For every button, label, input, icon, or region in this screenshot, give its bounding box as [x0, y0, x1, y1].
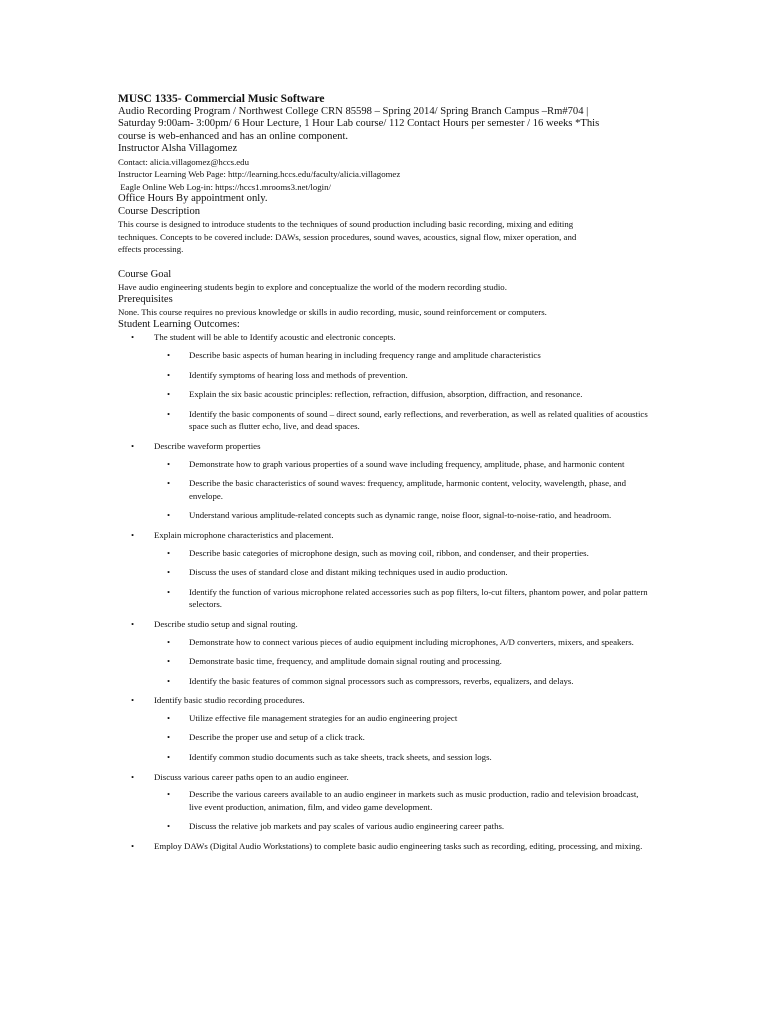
- outcome-text: Describe waveform properties: [154, 440, 261, 451]
- bullet-icon: •: [167, 350, 171, 360]
- outcome-text: Identify basic studio recording procedures.: [154, 695, 305, 706]
- outcomes-list: [118, 331, 653, 852]
- sub-outcome-text: Describe the basic characteristics of sound waves: frequency, amplitude, harmonic content, velocity, wavelength, phase, and envelope.: [189, 478, 627, 501]
- bullet-icon: •: [167, 821, 171, 832]
- sub-outcome-list: [154, 788, 653, 833]
- sub-outcome-text: Describe the proper use and setup of a click track.: [189, 732, 365, 743]
- outcomes-heading: Student Learning Outcomes:: [118, 319, 240, 330]
- bullet-icon: •: [167, 408, 171, 419]
- bullet-icon: •: [167, 567, 171, 578]
- sub-outcome-item: [154, 566, 653, 579]
- sub-outcome-text: Understand various amplitude-related concepts such as dynamic range, noise floor, signal-to-noise-ratio, and headroom.: [189, 510, 612, 521]
- bullet-icon: •: [131, 841, 135, 852]
- bullet-icon: •: [167, 478, 171, 489]
- outcome-item: [118, 840, 653, 853]
- sub-outcome-list: [154, 547, 653, 611]
- sub-outcome-text: Discuss the uses of standard close and distant miking techniques used in audio production.: [189, 567, 508, 578]
- bullet-icon: •: [131, 440, 135, 451]
- sub-outcome-text: Demonstrate how to graph various properties of a sound wave including frequency, amplitude, phase, and harmonic content: [189, 458, 625, 469]
- sub-outcome-text: Identify common studio documents such as take sheets, track sheets, and session logs.: [189, 752, 492, 763]
- sub-outcome-text: Identify the basic components of sound – direct sound, early reflections, and reverberation, as well as related qualities of acoustics space such as flutter echo, live, and dead spaces.: [189, 408, 648, 432]
- office-hours: Office Hours By appointment only.: [118, 193, 268, 205]
- outcome-text: Discuss various career paths open to an audio engineer.: [154, 771, 349, 782]
- sub-outcome-text: Describe the various careers available to an audio engineer in markets such as music production, radio and television broadcast, live event production, animation, film, and video game development.: [189, 789, 639, 812]
- bullet-icon: •: [167, 458, 171, 469]
- syllabus-page: [118, 93, 653, 858]
- bullet-icon: •: [167, 675, 171, 686]
- bullet-icon: •: [167, 510, 171, 521]
- sub-outcome-item: [154, 547, 653, 560]
- outcome-text: The student will be able to Identify acoustic and electronic concepts.: [154, 332, 396, 343]
- contact-email: Contact: alicia.villagomez@hccs.edu: [118, 156, 249, 167]
- sub-outcome-text: Utilize effective file management strategies for an audio engineering project: [189, 712, 458, 723]
- outcome-item: [118, 694, 653, 763]
- outcome-text: Describe studio setup and signal routing.: [154, 618, 298, 629]
- bullet-icon: •: [131, 618, 135, 629]
- sub-outcome-text: Demonstrate basic time, frequency, and amplitude domain signal routing and processing.: [189, 656, 502, 667]
- sub-outcome-item: [154, 388, 653, 401]
- sub-outcome-list: [154, 712, 653, 764]
- bullet-icon: •: [167, 547, 171, 558]
- sub-outcome-text: Identify the basic features of common signal processors such as compressors, reverbs, equalizers, and delays.: [189, 675, 574, 686]
- sub-outcome-item: [154, 408, 653, 433]
- sub-outcome-item: [154, 712, 653, 725]
- bullet-icon: •: [167, 789, 171, 800]
- program-line-3: course is web-enhanced and has an online component.: [118, 130, 349, 142]
- sub-outcome-list: [154, 349, 653, 433]
- sub-outcome-item: [154, 820, 653, 833]
- program-line-2: Saturday 9:00am- 3:00pm/ 6 Hour Lecture, 1 Hour Lab course/ 112 Contact Hours per semester / 16 weeks *This: [118, 118, 600, 130]
- sub-outcome-item: [154, 636, 653, 649]
- goal-text: Have audio engineering students begin to explore and conceptualize the world of the modern recording studio.: [118, 282, 507, 293]
- prereq-text: None. This course requires no previous knowledge or skills in audio recording, music, sound reinforcement or computers.: [118, 307, 547, 318]
- spacer: [118, 256, 653, 269]
- outcome-item: [118, 440, 653, 522]
- bullet-icon: •: [131, 771, 135, 782]
- description-heading: Course Description: [118, 205, 201, 217]
- bullet-icon: •: [131, 695, 135, 706]
- description-line-1: This course is designed to introduce students to the techniques of sound production including basic recording, mixing and editing: [118, 219, 574, 230]
- description-line-2: techniques. Concepts to be covered include: DAWs, session procedures, sound waves, acoustics, signal flow, mixer operation, and: [118, 231, 577, 242]
- sub-outcome-item: [154, 458, 653, 471]
- bullet-icon: •: [131, 529, 135, 540]
- sub-outcome-list: [154, 636, 653, 688]
- sub-outcome-text: Discuss the relative job markets and pay scales of various audio engineering career paths.: [189, 821, 505, 832]
- sub-outcome-text: Describe basic categories of microphone design, such as moving coil, ribbon, and condenser, and their properties.: [189, 547, 589, 558]
- course-title: MUSC 1335- Commercial Music Software: [118, 93, 325, 105]
- sub-outcome-item: [154, 349, 653, 362]
- outcome-text: Employ DAWs (Digital Audio Workstations) to complete basic audio engineering tasks such as recording, editing, processing, and mixing.: [154, 841, 643, 852]
- bullet-icon: •: [167, 389, 171, 400]
- description-line-3: effects processing.: [118, 244, 184, 255]
- sub-outcome-item: [154, 788, 653, 813]
- sub-outcome-text: Identify symptoms of hearing loss and methods of prevention.: [189, 369, 408, 380]
- sub-outcome-list: [154, 458, 653, 522]
- eagle-online-login: Eagle Online Web Log-in: https://hccs1.mrooms3.net/login/: [118, 181, 331, 192]
- sub-outcome-item: [154, 509, 653, 522]
- bullet-icon: •: [167, 636, 171, 647]
- outcome-item: [118, 618, 653, 687]
- sub-outcome-item: [154, 477, 653, 502]
- sub-outcome-text: Explain the six basic acoustic principles: reflection, refraction, diffusion, absorption, diffraction, and resonance.: [189, 389, 583, 400]
- bullet-icon: •: [167, 752, 171, 763]
- outcome-item: [118, 529, 653, 611]
- sub-outcome-text: Describe basic aspects of human hearing in including frequency range and amplitude characteristics: [189, 350, 541, 360]
- bullet-icon: •: [131, 332, 135, 343]
- instructor-web-page: Instructor Learning Web Page: http://learning.hccs.edu/faculty/alicia.villagomez: [118, 169, 401, 180]
- bullet-icon: •: [167, 712, 171, 723]
- outcome-item: [118, 331, 653, 433]
- bullet-icon: •: [167, 369, 171, 380]
- outcome-text: Explain microphone characteristics and placement.: [154, 529, 334, 540]
- sub-outcome-text: Identify the function of various microphone related accessories such as pop filters, lo-cut filters, phantom power, and polar pattern selectors.: [189, 586, 648, 610]
- instructor-name: Instructor Alsha Villagomez: [118, 143, 238, 155]
- bullet-icon: •: [167, 586, 171, 597]
- goal-heading: Course Goal: [118, 269, 172, 280]
- sub-outcome-text: Demonstrate how to connect various pieces of audio equipment including microphones, A/D converters, mixers, and speakers.: [189, 636, 634, 647]
- bullet-icon: •: [167, 656, 171, 667]
- prereq-heading: Prerequisites: [118, 294, 173, 305]
- bullet-icon: •: [167, 732, 171, 743]
- sub-outcome-item: [154, 751, 653, 764]
- sub-outcome-item: [154, 586, 653, 611]
- sub-outcome-item: [154, 655, 653, 668]
- sub-outcome-item: [154, 675, 653, 688]
- sub-outcome-item: [154, 369, 653, 382]
- program-line-1: Audio Recording Program / Northwest College CRN 85598 – Spring 2014/ Spring Branch Campus –Rm#704 |: [118, 106, 589, 117]
- outcome-item: [118, 771, 653, 833]
- sub-outcome-item: [154, 731, 653, 744]
